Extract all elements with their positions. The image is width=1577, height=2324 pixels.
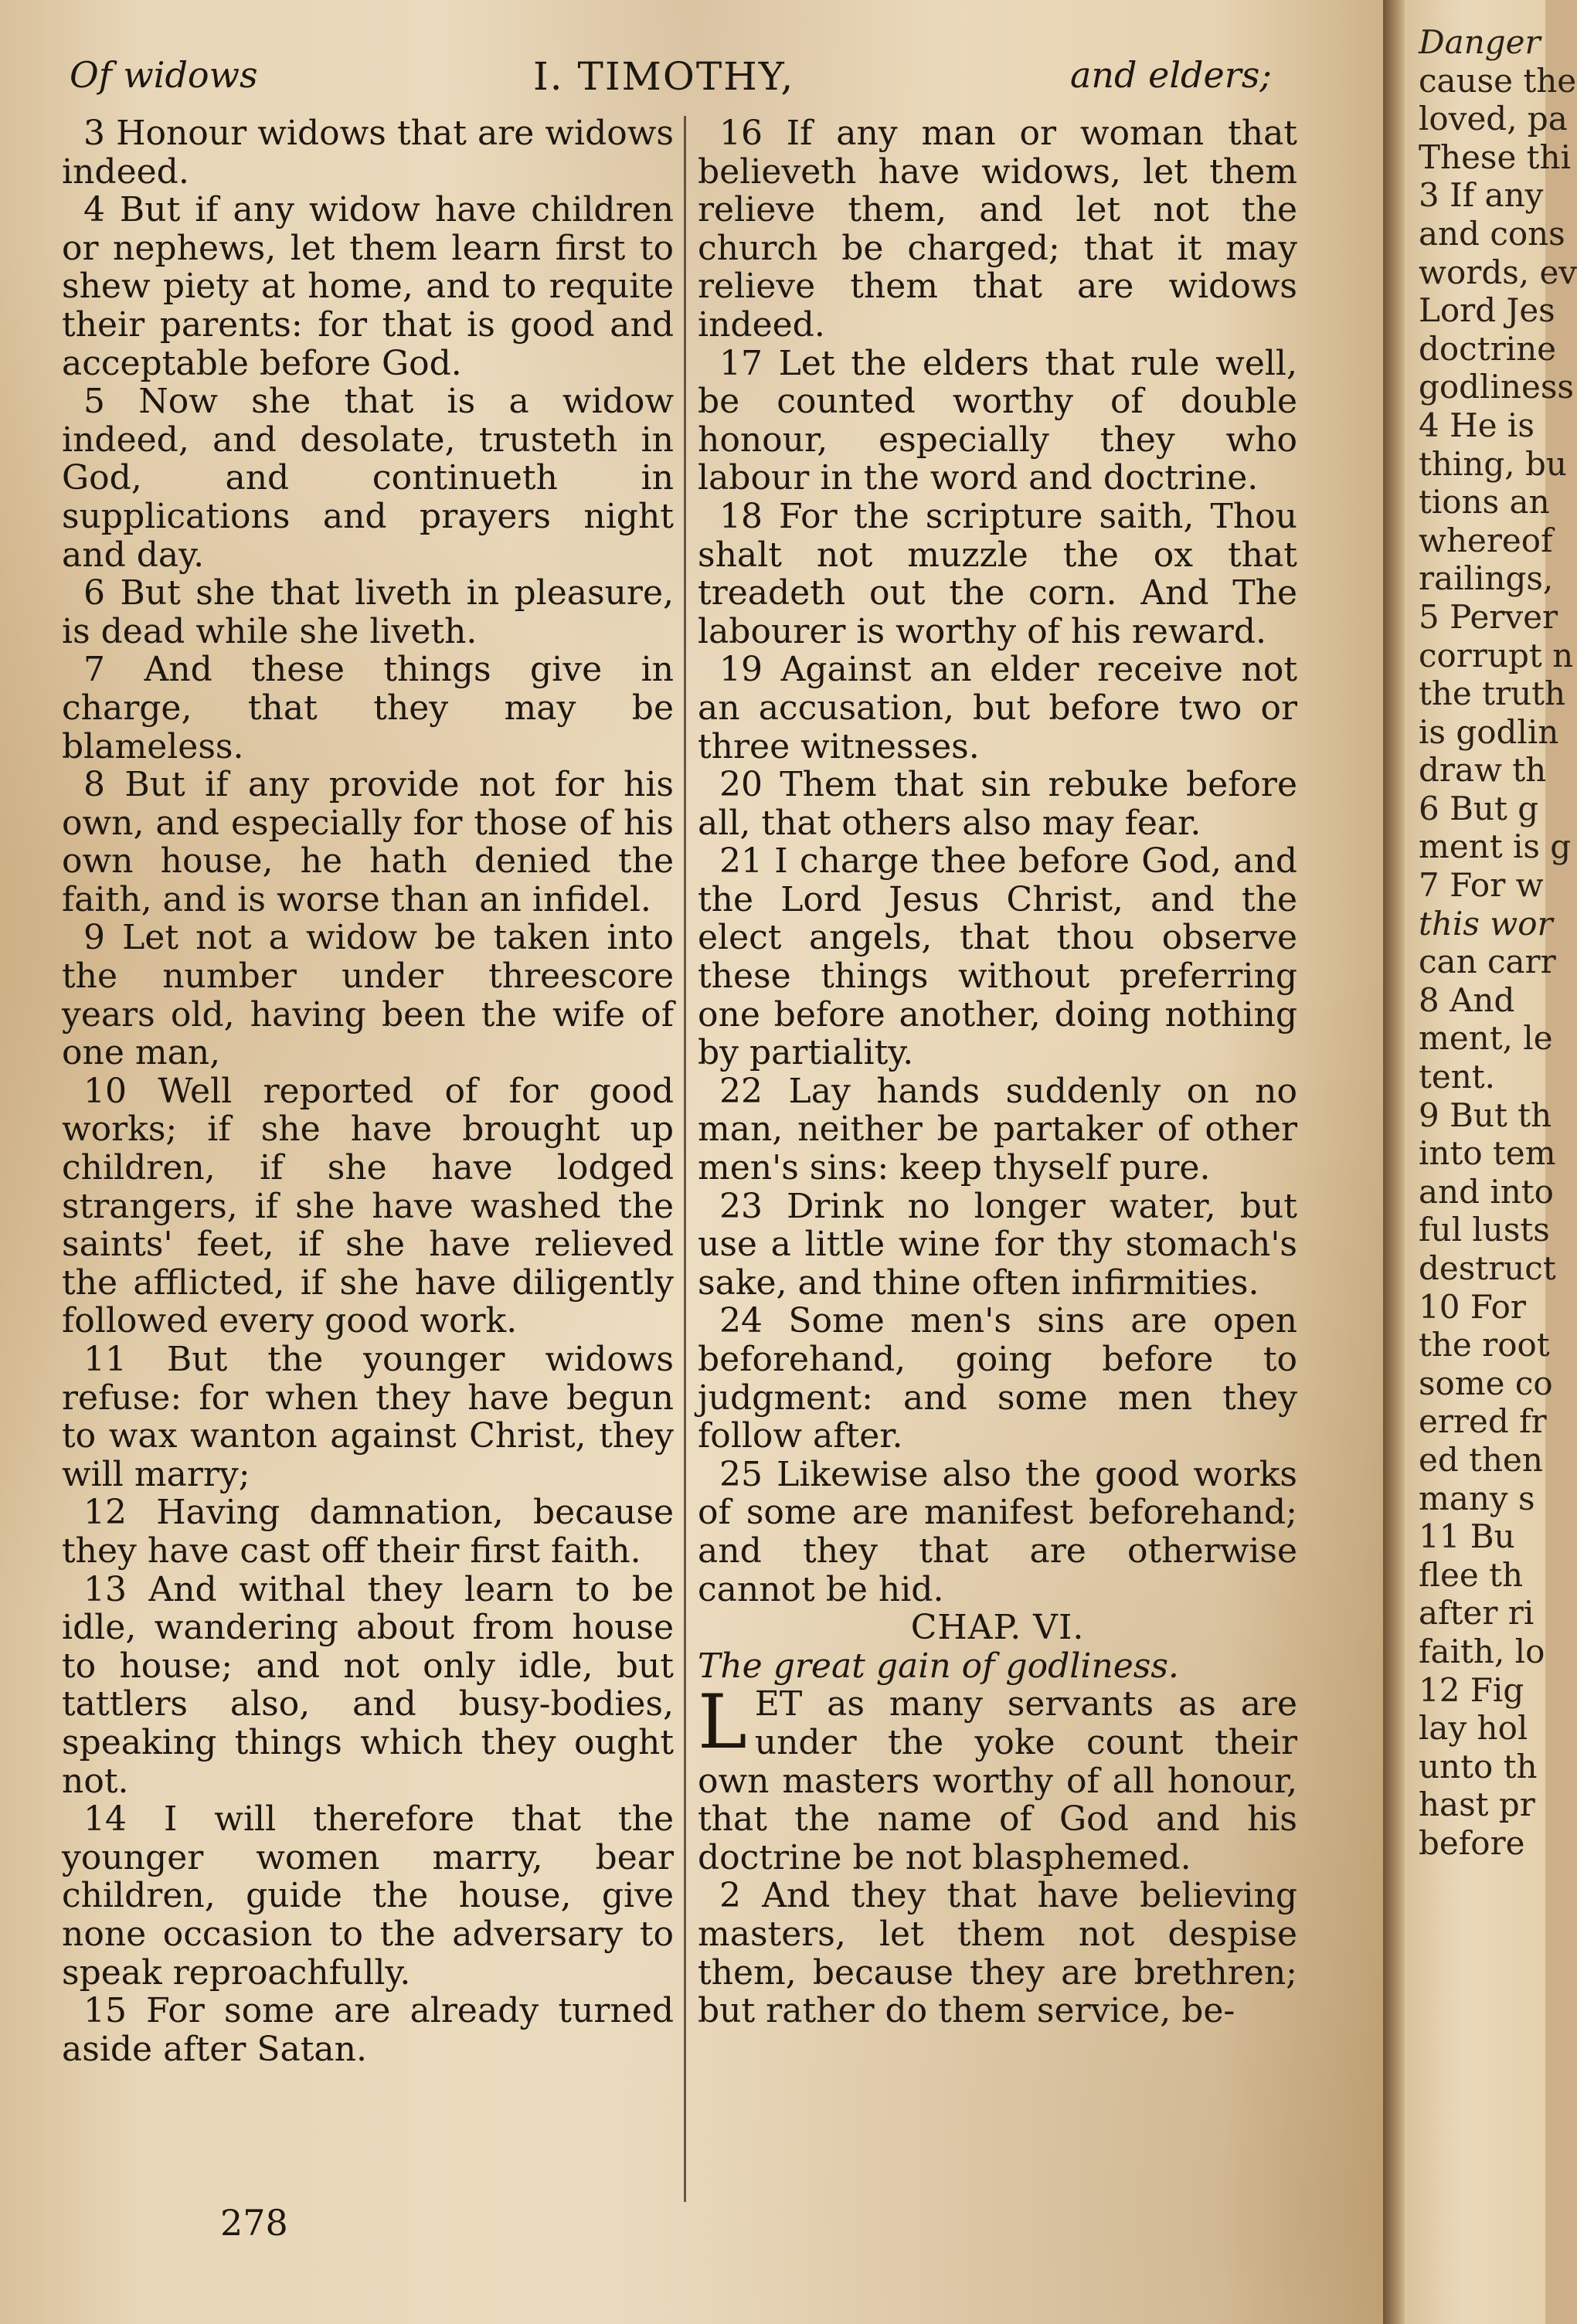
book-gutter xyxy=(1383,0,1405,2324)
facing-line: faith, lo xyxy=(1419,1632,1545,1670)
verse: 5 Now she that is a widow indeed, and desolate, trusteth in God, and continueth in supplications and prayers night and day. xyxy=(62,382,674,575)
facing-line: 4 He is xyxy=(1419,406,1535,444)
facing-line: ful lusts xyxy=(1419,1211,1550,1249)
facing-line: godliness xyxy=(1419,368,1574,406)
verse: 16 If any man or woman that believeth have widows, let them relieve them, and let not the church be charged; that it may relieve them that are widows indeed. xyxy=(698,114,1297,345)
running-head-right: and elders; xyxy=(1070,54,1272,96)
running-head-left: Of widows xyxy=(70,54,258,96)
facing-line: Lord Jes xyxy=(1419,291,1555,330)
verse: 14 I will therefore that the younger women marry, bear children, guide the house, give none occasion to the adversary to speak reproachfully. xyxy=(62,1799,674,1993)
chapter-verse-1 xyxy=(698,1679,1297,1877)
facing-line: flee th xyxy=(1419,1555,1524,1594)
running-head-book: I. TIMOTHY, xyxy=(533,54,795,99)
verse: 11 But the younger widows refuse: for when they have begun to wax wanton against Christ, they will marry; xyxy=(62,1340,674,1494)
facing-line: 11 Bu xyxy=(1419,1517,1515,1556)
verse: 4 But if any widow have children or nephews, let them learn first to shew piety at home, and to requite their parents: for that is good and acceptable before God. xyxy=(62,190,674,383)
drop-cap: L xyxy=(698,1679,747,1766)
facing-line: and into xyxy=(1419,1172,1554,1211)
facing-line: 7 For w xyxy=(1419,866,1544,905)
verse: 21 I charge thee before God, and the Lord Jesus Christ, and the elect angels, that thou observe these things without preferring one before another, doing nothing by partiality. xyxy=(698,841,1297,1073)
facing-line: 12 Fig xyxy=(1419,1670,1524,1709)
facing-line: many s xyxy=(1419,1479,1535,1517)
verse: 20 Them that sin rebuke before all, that others also may fear. xyxy=(698,765,1297,843)
facing-line: doctrine xyxy=(1419,329,1556,368)
facing-line: this wor xyxy=(1419,904,1553,943)
facing-line: 10 For xyxy=(1419,1287,1527,1326)
facing-line: railings, xyxy=(1419,559,1554,598)
chapter-summary: The great gain of godliness. xyxy=(698,1646,1179,1686)
facing-line: before xyxy=(1419,1823,1525,1862)
verse: 24 Some men's sins are open beforehand, going before to judgment: and some men they follow after. xyxy=(698,1301,1297,1456)
right-column xyxy=(698,114,1297,2030)
facing-line: Danger xyxy=(1419,23,1541,61)
facing-line: and cons xyxy=(1419,214,1565,253)
verse: 13 And withal they learn to be idle, wandering about from house to house; and not only idle, but tattlers also, and busy-bodies, speaking things which they ought not. xyxy=(62,1569,674,1801)
verse: 7 And these things give in charge, that they may be blameless. xyxy=(62,650,674,766)
facing-line: corrupt n xyxy=(1419,636,1574,674)
verse: 22 Lay hands suddenly on no man, neither be partaker of other men's sins: keep thyself pure. xyxy=(698,1071,1297,1188)
facing-line: unto th xyxy=(1419,1747,1538,1785)
facing-line: ment is g xyxy=(1419,827,1572,866)
chapter-heading: CHAP. VI. xyxy=(910,1608,1085,1648)
verse: 9 Let not a widow be taken into the number under threescore years old, having been the wife of one man, xyxy=(62,918,674,1073)
facing-line: cause the xyxy=(1419,61,1577,100)
verse: 18 For the scripture saith, Thou shalt not muzzle the ox that treadeth out the corn. And The labourer is worthy of his reward. xyxy=(698,496,1297,651)
left-column xyxy=(62,114,674,2068)
column-divider xyxy=(684,116,686,2202)
verse: 17 Let the elders that rule well, be counted worthy of double honour, especially they who labour in the word and doctrine. xyxy=(698,343,1297,498)
verse: 3 Honour widows that are widows indeed. xyxy=(62,114,674,192)
facing-line: These thi xyxy=(1419,138,1572,176)
facing-line: after ri xyxy=(1419,1594,1535,1633)
verse: 8 But if any provide not for his own, and especially for those of his own house, he hath denied the faith, and is worse than an infidel. xyxy=(62,765,674,919)
facing-line: words, ev xyxy=(1419,253,1577,291)
facing-line: destruct xyxy=(1419,1249,1556,1287)
facing-line: some co xyxy=(1419,1364,1553,1402)
facing-line: tent. xyxy=(1419,1058,1496,1096)
facing-line: erred fr xyxy=(1419,1402,1547,1441)
facing-line: 3 If any xyxy=(1419,176,1544,215)
facing-line: can carr xyxy=(1419,943,1556,981)
facing-page-text xyxy=(1419,23,1577,1863)
verse: 12 Having damnation, because they have cast off their first faith. xyxy=(62,1493,674,1571)
verse: 19 Against an elder receive not an accusation, but before two or three witnesses. xyxy=(698,650,1297,766)
facing-line: 8 And xyxy=(1419,980,1515,1019)
facing-line: hast pr xyxy=(1419,1785,1535,1824)
facing-line: into tem xyxy=(1419,1134,1556,1173)
facing-line: the root xyxy=(1419,1326,1550,1364)
verse: 2 And they that have believing masters, let them not despise them, because they are brethren; but rather do them service, be- xyxy=(698,1876,1297,2031)
facing-line: lay hol xyxy=(1419,1709,1528,1748)
verse: 6 But she that liveth in pleasure, is dead while she liveth. xyxy=(62,573,674,651)
facing-line: 6 But g xyxy=(1419,789,1539,827)
facing-line: whereof xyxy=(1419,521,1553,559)
verse-1-text: ET as many servants as are under the yoke count their own masters worthy of all honour, that the name of God and his doctrine be not blasphemed. xyxy=(698,1684,1297,1877)
facing-line: thing, bu xyxy=(1419,444,1567,483)
verse: 25 Likewise also the good works of some are manifest beforehand; and they that are otherwise cannot be hid. xyxy=(698,1454,1297,1609)
facing-line: draw th xyxy=(1419,751,1547,790)
verse: 23 Drink no longer water, but use a little wine for thy stomach's sake, and thine often infirmities. xyxy=(698,1186,1297,1303)
facing-line: tions an xyxy=(1419,483,1550,522)
verse: 15 For some are already turned aside after Satan. xyxy=(62,1991,674,2069)
facing-line: ment, le xyxy=(1419,1019,1553,1058)
facing-line: loved, pa xyxy=(1419,100,1568,138)
facing-line: the truth xyxy=(1419,674,1566,713)
facing-line: is godlin xyxy=(1419,712,1559,751)
facing-page-edge xyxy=(1405,0,1577,2324)
facing-line: 5 Perver xyxy=(1419,597,1558,636)
facing-line: ed then xyxy=(1419,1440,1543,1479)
verse: 10 Well reported of for good works; if she have brought up children, if she have lodged strangers, if she have washed the saints' feet, if she have relieved the afflicted, if she have diligently followed every good work. xyxy=(62,1071,674,1341)
facing-line: 9 But th xyxy=(1419,1096,1552,1134)
page-number: 278 xyxy=(220,2202,288,2244)
